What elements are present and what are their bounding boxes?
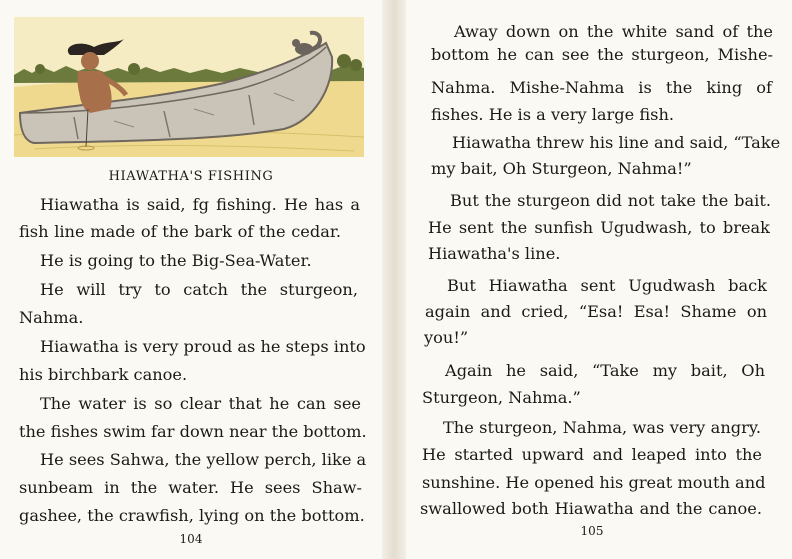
left-page-text	[0, 0, 382, 559]
text-line: again and cried, “Esa! Esa! Shame on	[425, 302, 767, 321]
text-line: He will try to catch the sturgeon,	[40, 280, 358, 299]
text-line: swallowed both Hiawatha and the canoe.	[420, 499, 762, 518]
page-number: 104	[179, 532, 203, 546]
text-line: Hiawatha threw his line and said, “Take	[452, 133, 781, 152]
page-number: 105	[580, 524, 604, 538]
text-line: sunbeam in the water. He sees Shaw-	[19, 478, 362, 497]
text-line: He sees Sahwa, the yellow perch, like a	[40, 450, 367, 469]
text-line: Hiawatha's line.	[428, 244, 561, 263]
text-line: Again he said, “Take my bait, Oh	[445, 361, 765, 380]
text-line: Nahma.	[19, 308, 84, 327]
text-line: gashee, the crawfish, lying on the bottom.	[19, 506, 365, 525]
text-line: But Hiawatha sent Ugudwash back	[447, 276, 767, 295]
text-line: Hiawatha is said, fg fishing. He has a	[40, 195, 360, 214]
text-line: sunshine. He opened his great mouth and	[422, 473, 766, 492]
text-line: Away down on the white sand of the	[454, 22, 773, 41]
text-line: fish line made of the bark of the cedar.	[19, 222, 341, 241]
text-line: fishes. He is a very large fish.	[431, 105, 675, 124]
text-line: Sturgeon, Nahma.”	[422, 388, 581, 407]
text-line: The sturgeon, Nahma, was very angry.	[443, 418, 761, 437]
text-line: his birchbark canoe.	[19, 365, 188, 384]
illustration-caption: HIAWATHA'S FISHING	[108, 169, 274, 184]
text-line: the fishes swim far down near the bottom.	[19, 422, 367, 441]
text-line: But the sturgeon did not take the bait.	[450, 191, 771, 210]
text-line: The water is so clear that he can see	[40, 394, 361, 413]
left-page	[0, 0, 382, 559]
text-line: Nahma. Mishe-Nahma is the king of	[431, 78, 772, 97]
right-page-text	[406, 0, 792, 559]
text-line: bottom he can see the sturgeon, Mishe-	[431, 45, 773, 64]
text-line: He sent the sunfish Ugudwash, to break	[428, 218, 770, 237]
text-line: He started upward and leaped into the	[422, 445, 762, 464]
text-line: Hiawatha is very proud as he steps into	[40, 337, 366, 356]
book-gutter	[382, 0, 406, 559]
text-line: my bait, Oh Sturgeon, Nahma!”	[431, 159, 692, 178]
text-line: He is going to the Big-Sea-Water.	[40, 251, 312, 270]
right-page	[406, 0, 792, 559]
text-line: you!”	[424, 328, 469, 347]
